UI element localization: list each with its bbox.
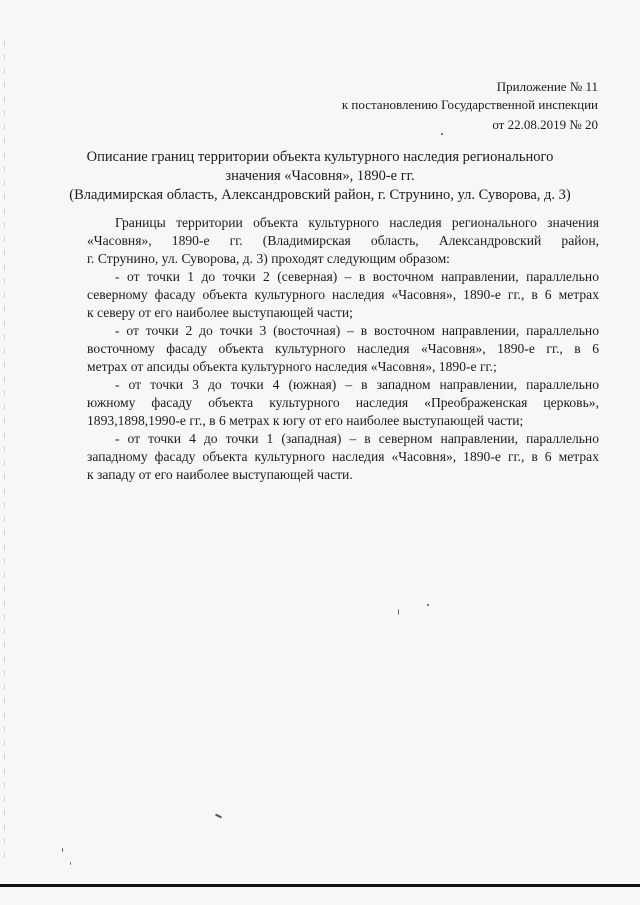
boundary-description [87,214,599,484]
body-line: Границы территории объекта культурного наследия регионального значения [115,215,599,230]
resolution-date-block [492,116,598,134]
body-line: к западу от его наиболее выступающей части. [87,467,353,482]
appendix-header [342,78,598,114]
title-line-1: Описание границ территории объекта культурного наследия регионального [86,149,554,165]
title-line-2: значения «Часовня», 1890-е гг. [225,168,415,184]
body-line: «Часовня», 1890-е гг. (Владимирская область, Александровский район, [87,233,599,248]
boundary-item-east: - от точки 2 до точки 3 (восточная) – в восточном направлении, параллельно [115,323,599,338]
body-line: 1893,1898,1990-е гг., в 6 метрах к югу от его наиболее выступающей части; [87,413,524,428]
body-line: восточному фасаду объекта культурного наследия «Часовня», 1890-е гг., в 6 [87,341,599,356]
resolution-date-number: от 22.08.2019 № 20 [492,117,598,132]
scan-edge-bottom [0,884,640,887]
body-line: г. Струнино, ул. Суворова, д. 3) проходят следующим образом: [87,251,450,266]
scan-speck [215,814,222,819]
title-line-3: (Владимирская область, Александровский район, г. Струнино, ул. Суворова, д. 3) [69,187,571,203]
boundary-item-south: - от точки 3 до точки 4 (южная) – в западном направлении, параллельно [115,377,599,392]
appendix-number: Приложение № 11 [496,79,598,94]
body-line: метрах от апсиды объекта культурного наследия «Часовня», 1890-е гг.; [87,359,497,374]
body-line: северному фасаду объекта культурного наследия «Часовня», 1890-е гг., в 6 метрах [87,287,599,302]
body-line: южному фасаду объекта культурного наследия «Преображенская церковь», [87,395,599,410]
scan-speck [70,862,71,865]
resolution-reference: к постановлению Государственной инспекции [341,97,598,112]
body-line: к северу от его наиболее выступающей части; [87,305,353,320]
scan-speck [441,133,443,135]
scan-speck [62,848,63,852]
scan-speck [398,609,399,615]
body-line: западному фасаду объекта культурного наследия «Часовня», 1890-е гг., в 6 метрах [87,449,599,464]
scan-speck [427,604,429,606]
document-title [0,148,640,205]
boundary-item-west: - от точки 4 до точки 1 (западная) – в северном направлении, параллельно [115,431,599,446]
boundary-item-north: - от точки 1 до точки 2 (северная) – в восточном направлении, параллельно [115,269,599,284]
